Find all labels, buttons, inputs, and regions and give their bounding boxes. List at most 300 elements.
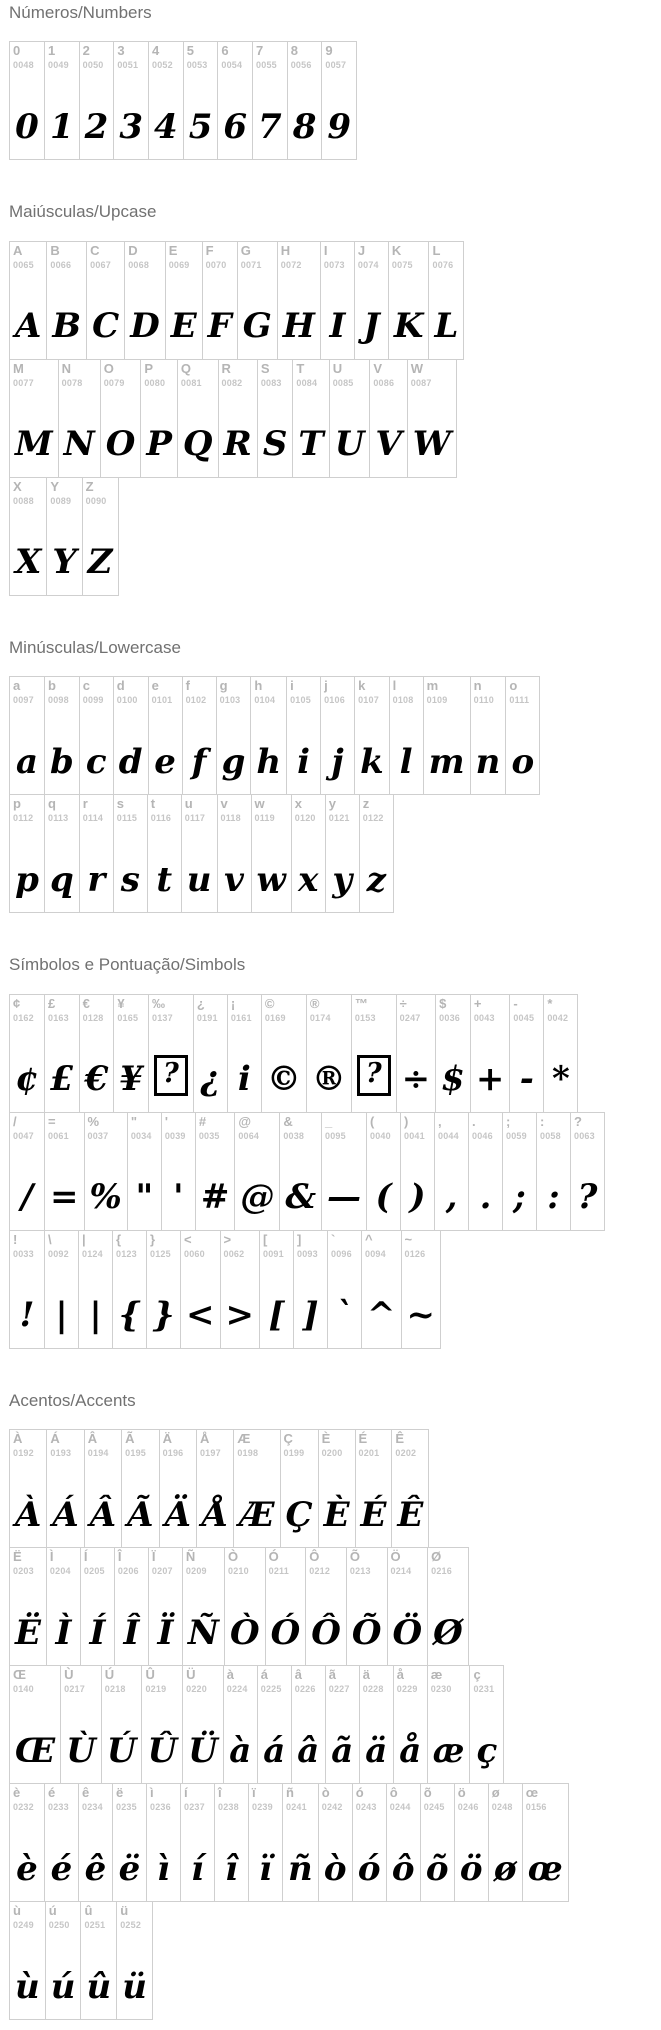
cell-unicode-code: 0082 [221, 377, 243, 388]
cell-char-label: 8 [290, 43, 298, 59]
cell-glyph: # [200, 1177, 230, 1218]
cell-glyph: ó [357, 1848, 381, 1889]
cell-glyph: + [475, 1059, 505, 1100]
cell-glyph: Q [182, 424, 213, 465]
cell-unicode-code: 0196 [162, 1447, 184, 1458]
cell-unicode-code: 0047 [13, 1130, 34, 1141]
cell-unicode-code: 0041 [404, 1130, 425, 1141]
cell-char-label: ÷ [399, 995, 407, 1011]
glyph-cell [218, 360, 257, 477]
cell-glyph: 1 [50, 107, 74, 148]
cell-unicode-code: 0110 [473, 695, 494, 706]
glyph-cell [265, 1548, 306, 1665]
cell-glyph: / [20, 1177, 34, 1218]
cell-unicode-code: 0039 [164, 1130, 186, 1141]
cell-char-label: w [254, 796, 265, 812]
cell-char-label: Ç [283, 1430, 293, 1446]
cell-char-label: ô [389, 1784, 398, 1800]
cell-char-label: 4 [152, 43, 160, 59]
cell-glyph: I [329, 306, 346, 347]
cell-char-label: N [61, 360, 72, 376]
glyph-cell [216, 677, 251, 794]
glyph-cell [113, 795, 147, 912]
glyph-cell [282, 1784, 318, 1901]
cell-char-label: ¿ [196, 995, 205, 1011]
cell-glyph: F [207, 306, 232, 347]
cell-unicode-code: 0053 [186, 60, 208, 71]
cell-unicode-code: 0201 [358, 1447, 380, 1458]
cell-glyph: Ã [127, 1494, 154, 1535]
cell-glyph: i [297, 741, 311, 782]
cell-unicode-code: 0206 [117, 1565, 139, 1576]
cell-glyph: î [225, 1848, 238, 1889]
glyph-row [9, 1901, 153, 2020]
cell-char-label: F [205, 242, 214, 258]
glyph-cell [224, 1548, 265, 1665]
glyph-cell [46, 478, 81, 595]
cell-unicode-code: 0054 [221, 60, 243, 71]
cell-char-label: Å [199, 1430, 210, 1446]
cell-unicode-code: 0165 [117, 1012, 139, 1023]
cell-char-label: Z [85, 478, 94, 494]
cell-glyph: ! [19, 1295, 35, 1336]
cell-char-label: u [184, 796, 193, 812]
cell-char-label: É [358, 1430, 368, 1446]
glyph-row [9, 676, 540, 795]
cell-char-label: ; [506, 1113, 511, 1129]
cell-glyph: 6 [223, 107, 248, 148]
section-title: Minúsculas/Lowercase [9, 637, 181, 657]
cell-char-label: n [473, 678, 482, 694]
glyph-cell [112, 1784, 146, 1901]
cell-glyph: 8 [292, 107, 317, 148]
glyph-cell [291, 1666, 325, 1783]
glyph-cell [470, 995, 510, 1112]
cell-unicode-code: 0199 [283, 1447, 305, 1458]
glyph-row [9, 1112, 605, 1231]
cell-char-label: À [13, 1430, 23, 1446]
cell-glyph: m [428, 741, 465, 782]
cell-unicode-code: 0092 [48, 1248, 69, 1259]
cell-unicode-code: 0060 [184, 1248, 205, 1259]
cell-glyph: 3 [119, 107, 144, 148]
cell-char-label: k [358, 678, 366, 694]
cell-unicode-code: 0203 [13, 1565, 34, 1576]
cell-glyph: D [130, 306, 160, 347]
glyph-cell [78, 1784, 112, 1901]
cell-glyph: = [50, 1177, 79, 1218]
cell-glyph: ) [409, 1177, 426, 1218]
cell-glyph: Í [89, 1612, 106, 1653]
glyph-cell [346, 1548, 387, 1665]
glyph-cell [277, 242, 320, 359]
glyph-cell [292, 360, 328, 477]
cell-unicode-code: 0089 [50, 495, 72, 506]
glyph-cell [570, 1113, 604, 1230]
cell-char-label: ® [309, 995, 320, 1011]
cell-unicode-code: 0237 [184, 1801, 205, 1812]
glyph-cell [148, 995, 193, 1112]
cell-glyph: e [154, 741, 176, 782]
cell-unicode-code: 0163 [48, 1012, 69, 1023]
cell-glyph: g [221, 741, 246, 782]
cell-char-label: ã [328, 1666, 336, 1682]
glyph-cell [182, 1666, 223, 1783]
cell-glyph: ê [84, 1848, 107, 1889]
cell-unicode-code: 0250 [48, 1919, 70, 1930]
cell-char-label: h [254, 678, 263, 694]
cell-unicode-code: 0069 [168, 259, 190, 270]
cell-unicode-code: 0213 [349, 1565, 371, 1576]
cell-glyph: œ [527, 1848, 563, 1889]
cell-glyph: ë [118, 1848, 141, 1889]
notdef-question-icon: ? [154, 1055, 188, 1096]
cell-unicode-code: 0232 [13, 1801, 34, 1812]
cell-char-label: T [296, 360, 305, 376]
glyph-cell [84, 1113, 127, 1230]
cell-unicode-code: 0117 [184, 813, 206, 824]
cell-unicode-code: 0083 [260, 377, 282, 388]
cell-unicode-code: 0122 [362, 813, 384, 824]
cell-char-label: Ù [64, 1666, 74, 1682]
cell-char-label: ' [164, 1113, 168, 1129]
cell-glyph: y [332, 859, 353, 900]
cell-unicode-code: 0033 [13, 1248, 34, 1259]
cell-glyph: O [105, 424, 136, 465]
cell-char-label: z [362, 796, 370, 812]
cell-char-label: ó [355, 1784, 364, 1800]
glyph-cell [10, 1666, 60, 1783]
cell-char-label: O [103, 360, 114, 376]
glyph-cell [305, 1548, 346, 1665]
cell-glyph: Ç [285, 1494, 313, 1535]
cell-unicode-code: 0050 [82, 60, 104, 71]
glyph-cell [454, 1784, 488, 1901]
glyph-cell [470, 677, 506, 794]
glyph-row [9, 1429, 429, 1548]
glyph-cell [217, 42, 252, 159]
cell-char-label: 9 [325, 43, 333, 59]
cell-unicode-code: 0095 [325, 1130, 346, 1141]
cell-glyph: p [15, 859, 39, 900]
cell-char-label: ê [82, 1784, 90, 1800]
cell-glyph: í [191, 1848, 204, 1889]
cell-glyph: G [242, 306, 272, 347]
cell-char-label: ø [491, 1784, 500, 1800]
cell-unicode-code: 0103 [219, 695, 241, 706]
cell-glyph: d [118, 741, 143, 782]
cell-char-label: Ü [186, 1666, 196, 1682]
cell-char-label: Ë [13, 1548, 22, 1564]
glyph-cell [318, 1430, 355, 1547]
cell-unicode-code: 0079 [103, 377, 125, 388]
glyph-cell [318, 1784, 352, 1901]
cell-char-label: # [198, 1113, 207, 1129]
cell-char-label: Ö [390, 1548, 401, 1564]
cell-char-label: " [130, 1113, 137, 1129]
cell-glyph: Œ [15, 1730, 56, 1771]
glyph-cell [10, 42, 44, 159]
cell-char-label: £ [48, 995, 56, 1011]
section-numbers [9, 3, 661, 160]
cell-unicode-code: 0191 [196, 1012, 218, 1023]
cell-unicode-code: 0204 [49, 1565, 71, 1576]
cell-glyph: N [63, 424, 95, 465]
cell-glyph: ã [331, 1730, 354, 1771]
cell-unicode-code: 0102 [185, 695, 207, 706]
glyph-cell [121, 1430, 158, 1547]
cell-unicode-code: 0111 [509, 695, 530, 706]
cell-unicode-code: 0140 [13, 1683, 34, 1694]
cell-unicode-code: 0123 [116, 1248, 137, 1259]
glyph-cell [423, 677, 470, 794]
cell-glyph: ä [365, 1730, 388, 1771]
cell-unicode-code: 0064 [238, 1130, 260, 1141]
glyph-cell [113, 42, 148, 159]
cell-char-label: Ò [228, 1548, 239, 1564]
glyph-cell [522, 1784, 568, 1901]
cell-char-label: < [184, 1231, 192, 1247]
cell-glyph: Õ [351, 1612, 382, 1653]
glyph-cell [10, 995, 44, 1112]
cell-glyph: l [399, 741, 413, 782]
cell-glyph: j [331, 741, 344, 782]
section-accents [9, 1391, 661, 2020]
cell-char-label: á [260, 1666, 268, 1682]
cell-unicode-code: 0086 [373, 377, 395, 388]
glyph-cell [112, 1231, 146, 1348]
cell-unicode-code: 0153 [354, 1012, 376, 1023]
cell-char-label: Ê [395, 1430, 405, 1446]
glyph-cell [427, 1548, 468, 1665]
cell-glyph: ç [476, 1730, 498, 1771]
cell-char-label: ì [150, 1784, 154, 1800]
cell-glyph: æ [432, 1730, 465, 1771]
glyph-cell [217, 795, 251, 912]
cell-unicode-code: 0251 [84, 1919, 106, 1930]
cell-unicode-code: 0137 [152, 1012, 173, 1023]
glyph-cell [293, 1231, 327, 1348]
cell-glyph: Ä [164, 1494, 191, 1535]
glyph-cell [488, 1784, 522, 1901]
cell-char-label: Ä [162, 1430, 172, 1446]
cell-glyph: h [256, 741, 282, 782]
glyph-cell [10, 478, 46, 595]
cell-unicode-code: 0230 [430, 1683, 452, 1694]
cell-char-label: r [82, 796, 88, 812]
glyph-cell [79, 995, 114, 1112]
cell-unicode-code: 0109 [426, 695, 448, 706]
cell-unicode-code: 0174 [309, 1012, 331, 1023]
glyph-cell [291, 795, 325, 912]
cell-char-label: B [50, 242, 60, 258]
cell-char-label: ò [321, 1784, 330, 1800]
cell-glyph: ï [259, 1848, 272, 1889]
cell-unicode-code: 0242 [321, 1801, 343, 1812]
glyph-cell [355, 1430, 392, 1547]
section-uppercase [9, 202, 661, 595]
glyph-cell [434, 1113, 468, 1230]
glyph-cell [116, 1902, 152, 2019]
cell-glyph: ú [50, 1966, 76, 2007]
cell-glyph: ò [323, 1848, 347, 1889]
cell-glyph: ü [122, 1966, 147, 2007]
cell-char-label: U [332, 360, 343, 376]
glyph-cell [401, 1231, 441, 1348]
glyph-cell [193, 995, 227, 1112]
glyph-cell [252, 42, 287, 159]
cell-unicode-code: 0099 [82, 695, 104, 706]
glyph-cell [248, 1784, 282, 1901]
cell-unicode-code: 0035 [198, 1130, 220, 1141]
cell-unicode-code: 0055 [256, 60, 277, 71]
cell-unicode-code: 0205 [83, 1565, 105, 1576]
cell-char-label: y [328, 796, 337, 812]
cell-unicode-code: 0115 [116, 813, 138, 824]
glyph-cell [58, 360, 100, 477]
glyph-cell [147, 795, 181, 912]
cell-char-label: Í [83, 1548, 88, 1564]
cell-glyph: Ú [106, 1730, 137, 1771]
cell-char-label: Ó [268, 1548, 279, 1564]
cell-unicode-code: 0220 [186, 1683, 207, 1694]
glyph-cell [100, 360, 141, 477]
cell-glyph: Ö [392, 1612, 423, 1653]
cell-unicode-code: 0234 [82, 1801, 103, 1812]
cell-char-label: i [290, 678, 294, 694]
cell-char-label: Õ [349, 1548, 360, 1564]
glyph-cell [420, 1784, 454, 1901]
cell-glyph: ù [15, 1966, 40, 2007]
cell-char-label: ú [48, 1902, 57, 1918]
cell-glyph: Û [147, 1730, 178, 1771]
cell-glyph: ~ [406, 1295, 435, 1336]
cell-char-label: ë [116, 1784, 124, 1800]
cell-char-label: å [396, 1666, 404, 1682]
cell-unicode-code: 0106 [324, 695, 345, 706]
cell-char-label: Œ [13, 1666, 26, 1682]
glyph-cell [10, 1902, 45, 2019]
glyph-cell [113, 995, 148, 1112]
cell-glyph: È [323, 1494, 350, 1535]
cell-char-label: 3 [117, 43, 125, 59]
glyph-cell [202, 242, 237, 359]
glyph-cell [84, 1430, 121, 1547]
cell-unicode-code: 0239 [252, 1801, 273, 1812]
cell-glyph: H [282, 306, 315, 347]
section-symbols [9, 955, 661, 1348]
glyph-cell [10, 1430, 46, 1547]
glyph-cell [82, 478, 118, 595]
cell-char-label: Ì [49, 1548, 54, 1564]
cell-glyph: 2 [84, 107, 109, 148]
cell-unicode-code: 0246 [457, 1801, 479, 1812]
cell-glyph: < [186, 1295, 215, 1336]
cell-unicode-code: 0048 [13, 60, 34, 71]
cell-unicode-code: 0040 [370, 1130, 391, 1141]
glyph-row [9, 1230, 441, 1349]
glyph-cell [391, 1430, 428, 1547]
glyph-cell [427, 1666, 470, 1783]
cell-glyph: R [223, 424, 252, 465]
cell-unicode-code: 0218 [104, 1683, 126, 1694]
cell-unicode-code: 0119 [254, 813, 275, 824]
cell-glyph: û [86, 1966, 112, 2007]
cell-glyph: ì [157, 1848, 170, 1889]
cell-unicode-code: 0212 [309, 1565, 331, 1576]
cell-glyph: ^ [367, 1295, 396, 1336]
cell-unicode-code: 0118 [220, 813, 241, 824]
cell-char-label: A [13, 242, 23, 258]
cell-glyph: & [285, 1177, 317, 1218]
cell-unicode-code: 0120 [294, 813, 316, 824]
glyph-cell [181, 795, 217, 912]
cell-glyph: J [363, 306, 380, 347]
glyph-cell [359, 795, 393, 912]
glyph-cell [10, 1784, 44, 1901]
glyph-row [9, 41, 357, 160]
cell-char-label: Ú [104, 1666, 115, 1682]
glyph-cell [279, 1113, 321, 1230]
glyph-cell [140, 360, 177, 477]
cell-glyph: U [334, 424, 365, 465]
cell-unicode-code: 0116 [150, 813, 172, 824]
cell-unicode-code: 0036 [439, 1012, 460, 1023]
cell-char-label: ) [404, 1113, 409, 1129]
section-lowercase [9, 638, 661, 913]
glyph-row [9, 477, 119, 596]
cell-glyph: Á [52, 1494, 79, 1535]
section-title: Maiúsculas/Upcase [9, 202, 157, 222]
cell-unicode-code: 0056 [290, 60, 312, 71]
section-title: Acentos/Accents [9, 1390, 136, 1410]
cell-char-label: 0 [13, 43, 21, 59]
cell-unicode-code: 0193 [50, 1447, 72, 1458]
cell-glyph: : [547, 1177, 560, 1218]
cell-unicode-code: 0125 [150, 1248, 171, 1259]
cell-char-label: ¡ [230, 995, 236, 1011]
cell-glyph: K [393, 306, 424, 347]
cell-unicode-code: 0068 [128, 259, 150, 270]
cell-char-label: > [223, 1231, 232, 1247]
cell-glyph: [ [268, 1295, 285, 1336]
cell-char-label: m [426, 678, 439, 694]
cell-unicode-code: 0248 [491, 1801, 513, 1812]
cell-char-label: S [260, 360, 270, 376]
cell-char-label: @ [238, 1113, 251, 1129]
cell-unicode-code: 0090 [85, 495, 107, 506]
cell-char-label: ¥ [117, 995, 125, 1011]
cell-glyph: Ì [55, 1612, 72, 1653]
cell-char-label: â [294, 1666, 302, 1682]
cell-glyph: 9 [327, 107, 352, 148]
cell-unicode-code: 0037 [87, 1130, 109, 1141]
cell-char-label: . [472, 1113, 476, 1129]
cell-char-label: 6 [221, 43, 229, 59]
cell-unicode-code: 0077 [13, 377, 34, 388]
cell-glyph: T [298, 424, 324, 465]
cell-glyph: v [224, 859, 244, 900]
cell-glyph: Ë [15, 1612, 41, 1653]
cell-char-label: l [392, 678, 397, 694]
cell-unicode-code: 0096 [331, 1248, 352, 1259]
cell-unicode-code: 0226 [294, 1683, 316, 1694]
cell-unicode-code: 0243 [355, 1801, 377, 1812]
cell-unicode-code: 0245 [423, 1801, 445, 1812]
cell-char-label: p [13, 796, 21, 812]
glyph-cell [214, 1784, 248, 1901]
cell-char-label: ™ [354, 995, 368, 1011]
